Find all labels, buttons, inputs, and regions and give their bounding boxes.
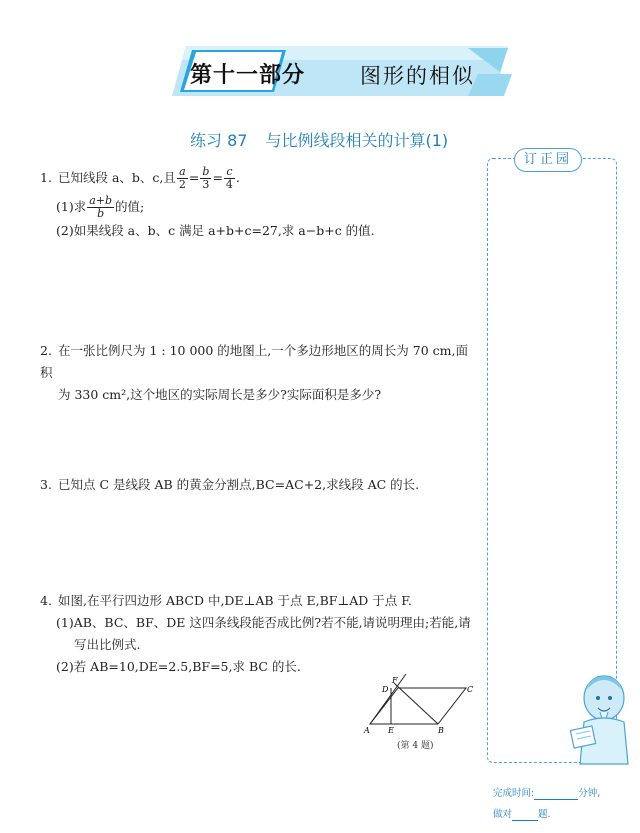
question-number: 2.	[40, 343, 52, 358]
correct-label: 做对	[493, 809, 513, 820]
question-2-line-1: 在一张比例尺为 1 : 10 000 的地图上,一个多边形地区的周长为 70 cm,面积	[40, 343, 468, 380]
question-2	[40, 340, 480, 406]
fraction: $\frac{a+b}{b}$	[89, 194, 113, 220]
time-unit: 分钟,	[578, 788, 601, 799]
time-label: 完成时间:	[493, 788, 535, 799]
chapter-title: 图形的相似	[360, 64, 475, 88]
question-3	[40, 474, 480, 496]
question-2-line-2: 为 330 cm²,这个地区的实际周长是多少?实际面积是多少?	[58, 387, 382, 402]
question-4	[40, 590, 480, 678]
question-1-part-2: (2)如果线段 a、b、c 满足 a+b+c=27,求 a−b+c 的值.	[56, 223, 375, 238]
question-number: 4.	[40, 593, 52, 608]
figure-caption: (第 4 题)	[397, 741, 434, 751]
label-a: A	[364, 726, 370, 735]
correct-unit: 题.	[538, 809, 551, 820]
label-d: D	[382, 685, 389, 694]
question-4-part-2: (2)若 AB=10,DE=2.5,BF=5,求 BC 的长.	[56, 659, 301, 674]
segment-bf	[394, 683, 438, 724]
label-c: C	[467, 685, 474, 694]
time-blank[interactable]	[534, 788, 578, 800]
fraction: $\frac{a}{2}$	[178, 165, 186, 191]
lesson-number: 练习 87	[190, 131, 248, 150]
label-f: F	[392, 676, 398, 685]
scholar-mascot-illustration	[570, 668, 632, 768]
question-4-part-1-cont: 写出比例式.	[74, 637, 141, 652]
question-1-stem: 1. 已知线段 a、b、c,且 $\frac{a}{2}$ = $\frac{b}{3}$ = $\frac{c}{4}$ .	[40, 165, 240, 191]
line-ad-extended	[370, 674, 406, 724]
correct-blank[interactable]	[512, 809, 538, 821]
question-3-line-1: 已知点 C 是线段 AB 的黄金分割点,BC=AC+2,求线段 AC 的长.	[58, 477, 420, 492]
label-e: E	[388, 726, 394, 735]
question-4-part-1: (1)AB、BC、BF、DE 这四条线段能否成比例?若不能,请说明理由;若能,请	[56, 615, 471, 630]
fraction: $\frac{b}{3}$	[202, 165, 210, 191]
question-1-part-1: (1)求 $\frac{a+b}{b}$ 的值;	[56, 194, 145, 220]
question-number: 1.	[40, 170, 52, 185]
lesson-title	[190, 128, 466, 151]
lesson-name: 与比例线段相关的计算(1)	[265, 131, 449, 150]
fraction: $\frac{c}{4}$	[225, 165, 233, 191]
correct-count	[493, 806, 551, 821]
question-number: 3.	[40, 477, 52, 492]
correction-label: 订正园	[514, 148, 582, 172]
question-1	[40, 166, 480, 242]
question-1-text: 已知线段 a、b、c,且	[58, 170, 176, 185]
question-4-line-1: 如图,在平行四边形 ABCD 中,DE⊥AB 于点 E,BF⊥AD 于点 F.	[58, 593, 412, 608]
part-title: 第十一部分	[190, 63, 306, 88]
label-b: B	[438, 726, 444, 735]
completion-time	[493, 785, 600, 800]
